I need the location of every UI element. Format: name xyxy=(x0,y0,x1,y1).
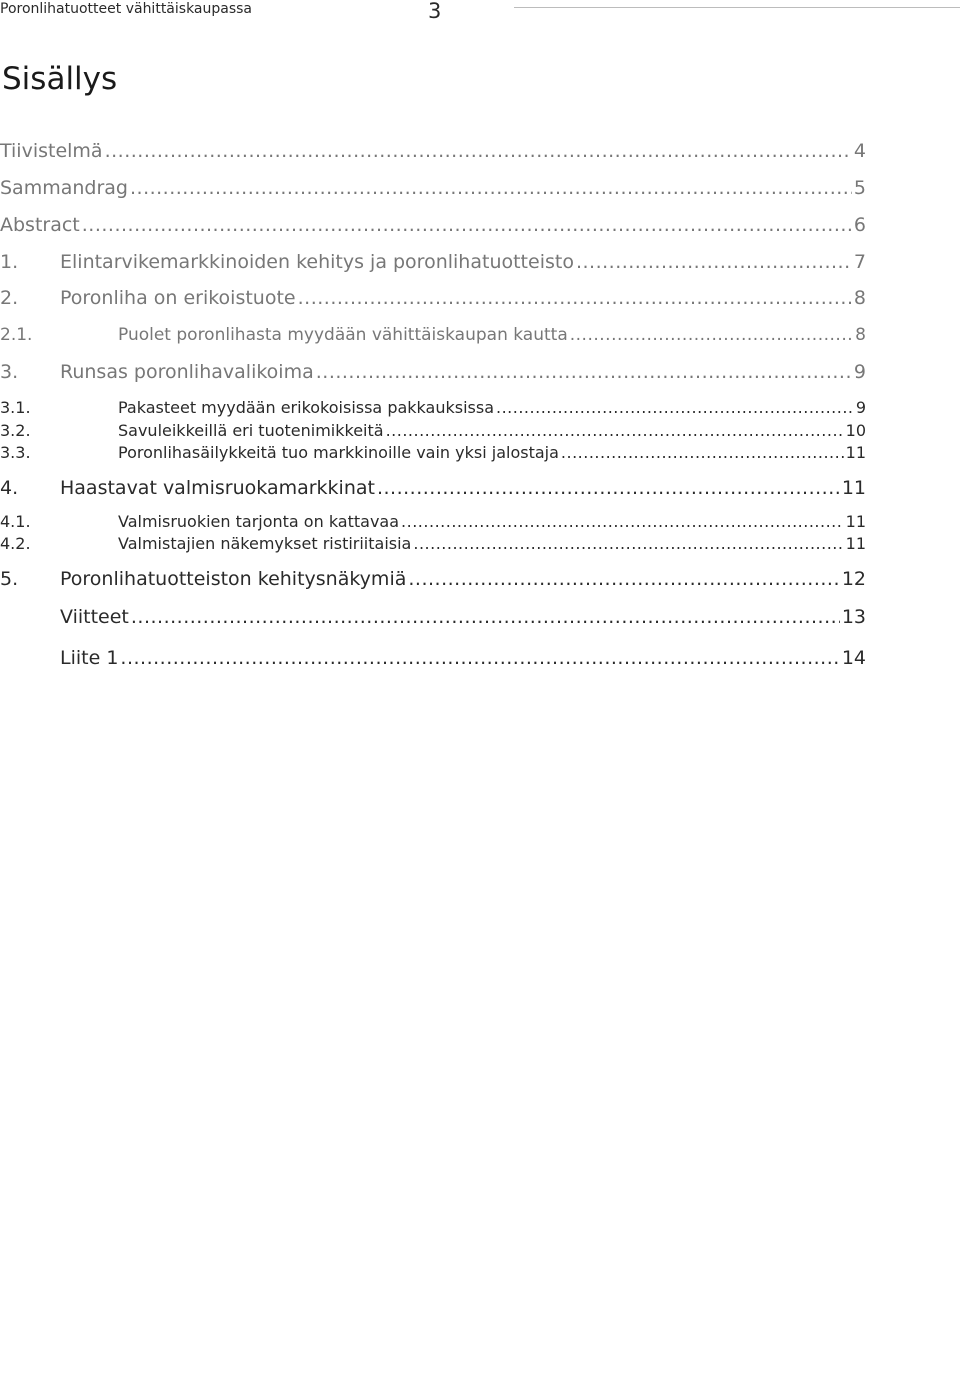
toc-entry-label: Valmistajien näkemykset ristiriitaisia xyxy=(118,534,412,553)
toc-entry-page: 7 xyxy=(853,251,866,273)
page-number: 3 xyxy=(428,0,442,23)
dot-leader xyxy=(298,287,852,309)
toc-entry-page: 11 xyxy=(845,534,866,553)
toc-entry-page: 11 xyxy=(845,512,866,531)
toc-entry-label: Pakasteet myydään erikokoisissa pakkauksissa xyxy=(118,398,494,417)
dot-leader xyxy=(130,177,852,199)
toc-entry-number: 2.1. xyxy=(0,325,33,345)
dot-leader xyxy=(377,477,840,499)
dot-leader xyxy=(408,568,839,590)
toc-entry[interactable] xyxy=(0,477,866,499)
toc-entry-label: Valmisruokien tarjonta on kattavaa xyxy=(118,512,400,531)
toc-entry-label: Sammandrag xyxy=(0,177,128,199)
toc-entry-label: Tiivistelmä xyxy=(0,140,103,162)
toc-entry-page: 12 xyxy=(841,568,866,590)
running-title: Poronlihatuotteet vähittäiskaupassa xyxy=(0,1,253,17)
toc-entry-label: Viitteet xyxy=(60,606,129,628)
toc-entry[interactable] xyxy=(0,251,866,273)
toc-entry-number: 5. xyxy=(0,568,19,590)
toc-entry-page: 8 xyxy=(853,287,866,309)
toc-entry-number: 3. xyxy=(0,361,19,383)
toc-entry-label: Haastavat valmisruokamarkkinat xyxy=(60,477,375,499)
dot-leader xyxy=(496,398,854,417)
toc-entry-page: 6 xyxy=(853,214,866,236)
toc-entry-page: 11 xyxy=(845,443,866,462)
toc-entry-page: 9 xyxy=(855,398,866,417)
toc-entry[interactable] xyxy=(0,512,866,531)
toc-entry[interactable] xyxy=(0,443,866,462)
toc-entry-page: 13 xyxy=(841,606,866,628)
toc-entry[interactable] xyxy=(0,534,866,553)
toc-entry-page: 9 xyxy=(853,361,866,383)
dot-leader xyxy=(570,325,853,345)
toc-entry-label: Elintarvikemarkkinoiden kehitys ja poronlihatuotteisto xyxy=(60,251,574,273)
toc-entry-label: Puolet poronlihasta myydään vähittäiskaupan kautta xyxy=(118,325,568,345)
toc-entry-number: 2. xyxy=(0,287,19,309)
dot-leader xyxy=(561,443,844,462)
header-divider xyxy=(514,7,960,8)
dot-leader xyxy=(401,512,844,531)
toc-heading: Sisällys xyxy=(2,61,118,97)
toc-entry-label: Poronlihasäilykkeitä tuo markkinoille vain yksi jalostaja xyxy=(118,443,559,462)
dot-leader xyxy=(120,647,839,669)
toc-entry-label: Runsas poronlihavalikoima xyxy=(60,361,314,383)
toc-entry[interactable] xyxy=(0,606,866,628)
toc-entry-page: 11 xyxy=(841,477,866,499)
toc-entry[interactable] xyxy=(0,214,866,236)
toc-entry-number: 3.3. xyxy=(0,443,31,462)
toc-entry[interactable] xyxy=(0,361,866,383)
toc-entry-number: 4.1. xyxy=(0,512,31,531)
toc-entry-page: 8 xyxy=(855,325,866,345)
toc-entry[interactable] xyxy=(0,568,866,590)
toc-entry[interactable] xyxy=(0,140,866,162)
dot-leader xyxy=(105,140,852,162)
toc-entry-label: Abstract xyxy=(0,214,80,236)
toc-entry-page: 5 xyxy=(853,177,866,199)
dot-leader xyxy=(316,361,852,383)
toc-entry-number: 3.2. xyxy=(0,421,31,440)
toc-entry[interactable] xyxy=(0,177,866,199)
dot-leader xyxy=(82,214,852,236)
toc-entry-page: 4 xyxy=(853,140,866,162)
toc-entry[interactable] xyxy=(0,325,866,345)
toc-entry-page: 10 xyxy=(845,421,866,440)
toc-entry-number: 4.2. xyxy=(0,534,31,553)
dot-leader xyxy=(413,534,843,553)
toc-entry[interactable] xyxy=(0,398,866,417)
toc-entry-number: 1. xyxy=(0,251,19,273)
toc-entry-number: 4. xyxy=(0,477,19,499)
dot-leader xyxy=(576,251,852,273)
toc-entry-label: Liite 1 xyxy=(60,647,119,669)
dot-leader xyxy=(386,421,844,440)
toc-entry-page: 14 xyxy=(841,647,866,669)
toc-entry-label: Poronlihatuotteiston kehitysnäkymiä xyxy=(60,568,407,590)
toc-entry-number: 3.1. xyxy=(0,398,31,417)
dot-leader xyxy=(131,606,840,628)
toc-entry-label: Savuleikkeillä eri tuotenimikkeitä xyxy=(118,421,384,440)
toc-entry[interactable] xyxy=(0,421,866,440)
toc-entry[interactable] xyxy=(0,287,866,309)
toc-entry-label: Poronliha on erikoistuote xyxy=(60,287,296,309)
toc-entry[interactable] xyxy=(0,647,866,669)
